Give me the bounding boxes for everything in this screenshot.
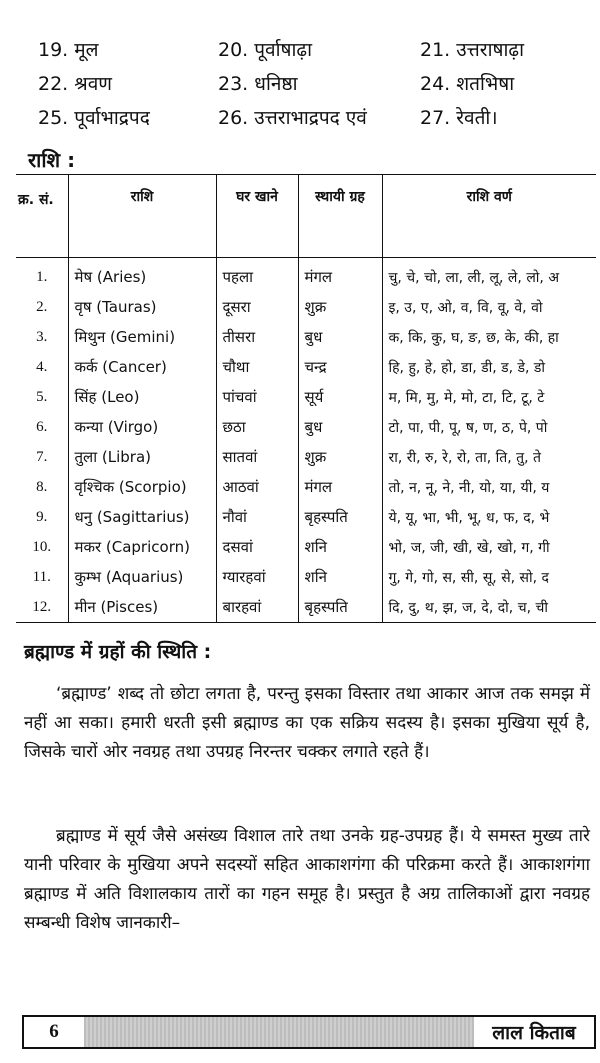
cell-house: आठवां — [216, 472, 298, 502]
cell-planet: मंगल — [298, 258, 382, 293]
cell-house: चौथा — [216, 352, 298, 382]
table-row — [16, 352, 596, 382]
cell-letters: टो, पा, पी, पू, ष, ण, ठ, पे, पो — [388, 419, 548, 436]
nakshatra-item: 21. उत्तराषाढ़ा — [420, 39, 525, 61]
table-row — [16, 592, 596, 623]
cell-house: ग्यारहवां — [216, 562, 298, 592]
rashi-table — [16, 175, 596, 623]
cell-rashi: मीन (Pisces) — [68, 592, 216, 623]
rashi-heading: राशि : — [28, 148, 76, 172]
cell-house: दूसरा — [216, 292, 298, 322]
cell-letters: चु, चे, चो, ला, ली, लू, ले, लो, अ — [388, 269, 560, 286]
cell-planet: बृहस्पति — [298, 502, 382, 532]
cell-serial: 11. — [16, 562, 68, 592]
cell-letters: इ, उ, ए, ओ, व, वि, वू, वे, वो — [388, 299, 543, 316]
cell-letters: तो, न, नू, ने, नी, यो, या, यी, य — [388, 479, 550, 496]
cell-serial: 6. — [16, 412, 68, 442]
cell-house: पहला — [216, 258, 298, 293]
cell-planet: बृहस्पति — [298, 592, 382, 623]
book-title: लाल किताब — [492, 1022, 576, 1044]
cell-planet: शुक्र — [298, 292, 382, 322]
cell-rashi: कन्या (Virgo) — [68, 412, 216, 442]
cell-planet: शुक्र — [298, 442, 382, 472]
paragraph: ‘ब्रह्माण्ड’ शब्द तो छोटा लगता है, परन्तु इसका विस्तार तथा आकार आज तक समझ में नहीं आ सका। हमारी धरती इसी ब्रह्माण्ड का एक सक्रिय सदस्य है। इसका मुखिया सूर्य है, जिसके चारों ओर नवग्रह तथा उपग्रह निरन्तर चक्कर लगाते रहते हैं। — [24, 684, 590, 762]
cell-house: तीसरा — [216, 322, 298, 352]
col-header-letters: राशि वर्ण — [382, 175, 596, 258]
footer-decorative-band — [84, 1017, 474, 1047]
cell-letters: भो, ज, जी, खी, खे, खो, ग, गी — [388, 539, 550, 556]
cell-house: बारहवां — [216, 592, 298, 623]
cell-house: दसवां — [216, 532, 298, 562]
page-footer — [22, 1015, 596, 1049]
col-header-planet: स्थायी ग्रह — [298, 175, 382, 258]
nakshatra-item: 22. श्रवण — [38, 73, 113, 95]
nakshatra-item: 26. उत्तराभाद्रपद एवं — [218, 107, 367, 129]
table-row — [16, 532, 596, 562]
cell-rashi: कुम्भ (Aquarius) — [68, 562, 216, 592]
cell-planet: बुध — [298, 412, 382, 442]
table-header-row — [16, 175, 596, 258]
cell-planet: चन्द्र — [298, 352, 382, 382]
cell-rashi: सिंह (Leo) — [68, 382, 216, 412]
nakshatra-item: 25. पूर्वाभाद्रपद — [38, 107, 150, 129]
table-row — [16, 382, 596, 412]
cell-rashi: वृश्चिक (Scorpio) — [68, 472, 216, 502]
cell-serial: 8. — [16, 472, 68, 502]
nakshatra-item: 27. रेवती। — [420, 107, 498, 129]
cell-planet: शनि — [298, 532, 382, 562]
cell-rashi: धनु (Sagittarius) — [68, 502, 216, 532]
cell-planet: शनि — [298, 562, 382, 592]
table-row — [16, 472, 596, 502]
cell-serial: 12. — [16, 592, 68, 623]
nakshatra-item: 19. मूल — [38, 39, 99, 61]
nakshatra-item: 23. धनिष्ठा — [218, 73, 298, 95]
cell-serial: 1. — [16, 258, 68, 293]
cell-serial: 9. — [16, 502, 68, 532]
cell-house: पांचवां — [216, 382, 298, 412]
cell-planet: मंगल — [298, 472, 382, 502]
cell-letters: म, मि, मु, मे, मो, टा, टि, टू, टे — [388, 389, 545, 406]
cell-rashi: मेष (Aries) — [68, 258, 216, 293]
cell-letters: गु, गे, गो, स, सी, सू, से, सो, द — [388, 569, 549, 586]
cell-serial: 3. — [16, 322, 68, 352]
col-header-house: घर खाने — [216, 175, 298, 258]
cell-letters: हि, हु, हे, हो, डा, डी, ड, डे, डो — [388, 359, 546, 376]
cell-serial: 10. — [16, 532, 68, 562]
table-row — [16, 322, 596, 352]
page-number: 6 — [49, 1021, 59, 1042]
cell-letters: क, कि, कु, घ, ङ, छ, के, की, हा — [388, 329, 559, 346]
cell-letters: दि, दु, थ, झ, ज, दे, दो, च, ची — [382, 592, 596, 623]
cell-rashi: वृष (Tauras) — [68, 292, 216, 322]
table-row — [16, 562, 596, 592]
cell-planet: सूर्य — [298, 382, 382, 412]
paragraph: ब्रह्माण्ड में सूर्य जैसे असंख्य विशाल तारे तथा उनके ग्रह-उपग्रह हैं। ये समस्त मुख्य तारे यानी परिवार के मुखिया अपने सदस्यों सहित आकाशगंगा की परिक्रमा करते हैं। आकाशगंगा ब्रह्माण्ड में अति विशालकाय तारों का गहन समूह है। प्रस्तुत है अग्र तालिकाओं द्वारा नवग्रह सम्बन्धी विशेष जानकारी– — [24, 826, 590, 933]
cell-house: छठा — [216, 412, 298, 442]
cell-house: नौवां — [216, 502, 298, 532]
col-header-rashi: राशि — [68, 175, 216, 258]
cell-house: सातवां — [216, 442, 298, 472]
cell-rashi: मिथुन (Gemini) — [68, 322, 216, 352]
table-row — [16, 412, 596, 442]
table-row — [16, 442, 596, 472]
table-row — [16, 502, 596, 532]
nakshatra-item: 20. पूर्वाषाढ़ा — [218, 39, 313, 61]
table-row — [16, 292, 596, 322]
cell-serial: 2. — [16, 292, 68, 322]
cell-serial: 7. — [16, 442, 68, 472]
cell-rashi: तुला (Libra) — [68, 442, 216, 472]
cell-planet: बुध — [298, 322, 382, 352]
cell-serial: 4. — [16, 352, 68, 382]
cell-letters: ये, यू, भा, भी, भू, ध, फ, द, भे — [388, 509, 550, 526]
col-header-serial: क्र. सं. — [16, 175, 68, 258]
cell-serial: 5. — [16, 382, 68, 412]
cell-rashi: मकर (Capricorn) — [68, 532, 216, 562]
section-heading: ब्रह्माण्ड में ग्रहों की स्थिति : — [24, 641, 212, 663]
nakshatra-item: 24. शतभिषा — [420, 73, 515, 95]
cell-rashi: कर्क (Cancer) — [68, 352, 216, 382]
cell-letters: रा, री, रु, रे, रो, ता, ति, तु, ते — [388, 449, 542, 466]
table-row — [16, 258, 596, 293]
